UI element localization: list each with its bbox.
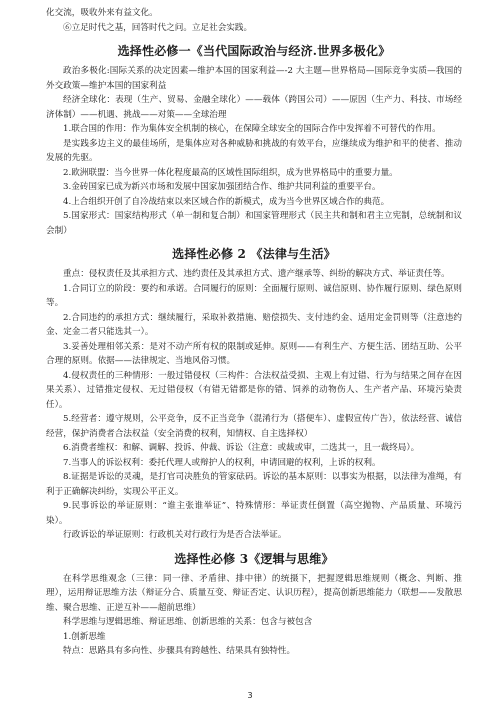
- s3-paragraph: 科学思维与逻辑思维、辩证思维、创新思维的关系：包含与被包含: [63, 617, 313, 627]
- section-2-title: 选择性必修 2 《法律与生活》: [172, 247, 336, 261]
- s1-paragraph: 经济全球化：表现（生产、贸易、金融全球化）——载体（跨国公司）——原因（生产力、科技、市场经济体制）——机遇、挑战——对策——全球治理: [46, 95, 462, 120]
- s2-paragraph: 4.侵权责任的三种情形：一般过错侵权（三构件：合法权益受损、主观上有过错、行为与结果之间存在因果关系）、过错推定侵权、无过错侵权（有错无错都是你的错、饲养的动物伤人、生产者产品、环境污染责任）。: [46, 370, 462, 410]
- top-line-2: ⑥立足时代之基，回答时代之问。立足社会实践。: [63, 22, 253, 33]
- section-1-title: 选择性必修一《当代国际政治与经济.世界多极化》: [117, 44, 391, 58]
- s2-paragraph: 3.妥善处理相邻关系：是对不动产所有权的限制或延伸。原则——有利生产、方便生活、团结互助、公平合理的原则。依据——法律规定、当地风俗习惯。: [46, 341, 462, 366]
- s1-paragraph: 1.联合国的作用：作为集体安全机制的核心，在保障全球安全的国际合作中发挥着不可替代的作用。: [63, 124, 441, 134]
- section-3-title: 选择性必修 3《逻辑与思维》: [174, 551, 334, 566]
- s1-paragraph: 2.欧洲联盟：当今世界一体化程度最高的区域性国际组织，成为世界格局中的重要力量。: [63, 167, 398, 178]
- s3-paragraph: 1.创新思维: [63, 631, 106, 642]
- s1-paragraph: 是实践多边主义的最佳场所，是集体应对各种威胁和挑战的有效平台，应继续成为维护和平的使者、推动发展的先驱。: [46, 138, 462, 163]
- s2-paragraph: 5.经营者：遵守规则，公平竞争，反不正当竞争（混淆行为（搭便车）、虚假宣传广告），依法经营、诚信经营，保护消费者合法权益（安全消费的权利，知情权、自主选择权）: [46, 414, 462, 439]
- s2-paragraph: 2.合同违约的承担方式：继续履行，采取补救措施、赔偿损失、支付违约金、适用定金罚则等（注意违约金、定金二者只能选其一）。: [46, 312, 462, 337]
- top-line-1: 化交流，吸收外来有益文化。: [46, 8, 158, 18]
- s1-paragraph: 3.金砖国家已成为新兴市场和发展中国家加强团结合作、维护共同利益的重要平台。: [63, 182, 381, 192]
- s1-paragraph: 4.上合组织开创了自冷战结束以来区域合作的新模式，成为当今世界区域合作的典范。: [63, 196, 390, 207]
- s2-paragraph: 7.当事人的诉讼权利：委托代理人或辩护人的权利，申请回避的权利，上诉的权利。: [63, 457, 381, 468]
- s2-paragraph: 行政诉讼的举证原则：行政机关对行政行为是否合法举证。: [63, 530, 287, 540]
- s2-paragraph: 1.合同订立的阶段：要约和承诺。合同履行的原则：全面履行原则、诚信原则、协作履行原则、绿色原则等。: [46, 283, 462, 308]
- s3-paragraph: 在科学思维观念（三律：同一律、矛盾律、排中律）的统摄下，把握逻辑思维规则（概念、判断、推理），运用辩证思维方法（辩证分合、质量互变、辩证否定、认识历程），提高创新思维能力（联想——发散思维、聚合思维、正逆互补——超前思维）: [46, 573, 462, 613]
- s3-paragraph: 特点：思路具有多向性、步骤具有跨越性、结果具有独特性。: [63, 646, 296, 656]
- page-number: 3: [247, 691, 253, 700]
- s2-paragraph: 8.证据是诉讼的灵魂，是打官司决胜负的管家砝码。诉讼的基本原则：以事实为根据，以法律为准绳，有利于正确解决纠纷，实现公平正义。: [46, 472, 462, 497]
- s2-paragraph: 重点：侵权责任及其承担方式、违约责任及其承担方式、遗产继承等、纠纷的解决方式、举证责任等。: [63, 269, 450, 279]
- s2-paragraph: 6.消费者维权：和解、调解、投诉、仲裁、诉讼（注意：或裁或审，二选其一，且一裁终局）。: [63, 443, 420, 453]
- s1-paragraph: 5.国家形式：国家结构形式（单一制和复合制）和国家管理形式（民主共和制和君主立宪制，总统制和议会制）: [46, 211, 462, 236]
- s2-paragraph: 9.民事诉讼的举证原则：“谁主张谁举证”、特殊情形：举证责任倒置（高空抛物、产品质量、环境污染）。: [46, 501, 462, 526]
- s1-paragraph: 政治多极化:国际关系的决定因素—维护本国的国家利益—-2 大主题—世界格局—国际竞争实质—我国的外交政策—维护本国的国家利益: [46, 66, 462, 91]
